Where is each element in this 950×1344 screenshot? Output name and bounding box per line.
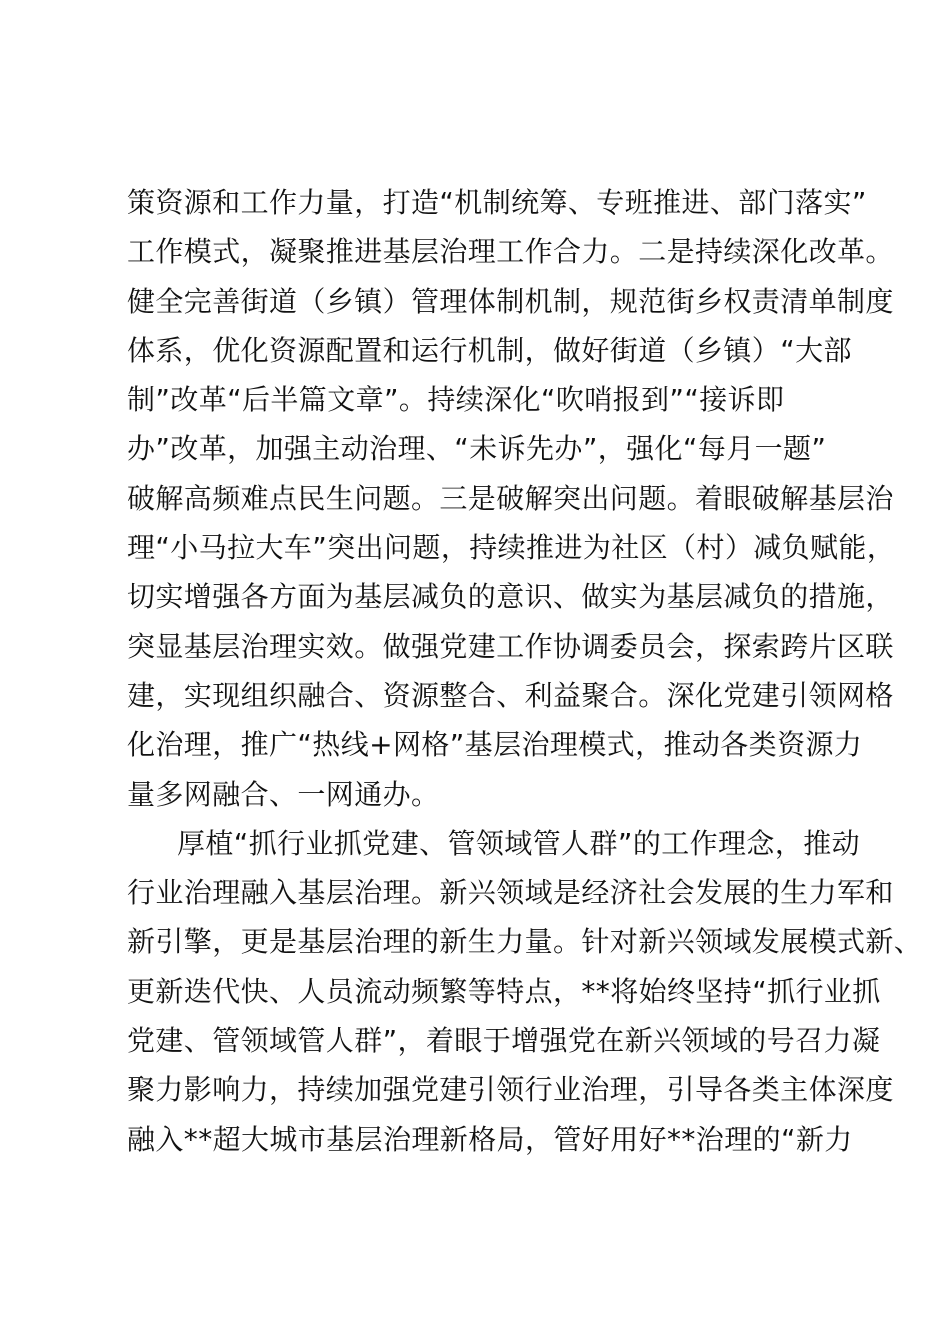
text-line: 体系，优化资源配置和运行机制，做好街道（乡镇）“大部 <box>127 333 852 367</box>
text-line: 办”改革，加强主动治理、“未诉先办”，强化“每月一题” <box>127 432 827 466</box>
text-line: 更新迭代快、人员流动频繁等特点，**将始终坚持“抓行业抓 <box>127 974 881 1008</box>
text-line: 量多网融合、一网通办。 <box>127 777 440 811</box>
text-line: 工作模式，凝聚推进基层治理工作合力。二是持续深化改革。 <box>127 235 894 269</box>
text-line: 突显基层治理实效。做强党建工作协调委员会，探索跨片区联 <box>127 629 894 663</box>
text-line: 聚力影响力，持续加强党建引领行业治理，引导各类主体深度 <box>127 1073 894 1107</box>
text-line: 党建、管领域管人群”，着眼于增强党在新兴领域的号召力凝 <box>127 1024 881 1058</box>
text-line: 行业治理融入基层治理。新兴领域是经济社会发展的生力军和 <box>127 876 894 910</box>
text-line: 理“小马拉大车”突出问题，持续推进为社区（村）减负赋能， <box>127 531 896 565</box>
text-line: 化治理，推广“热线+网格”基层治理模式，推动各类资源力 <box>127 728 863 762</box>
text-line: 新引擎，更是基层治理的新生力量。针对新兴领域发展模式新、 <box>127 925 923 959</box>
text-line: 融入**超大城市基层治理新格局，管好用好**治理的“新力 <box>127 1122 853 1156</box>
paragraph-start-line: 厚植“抓行业抓党建、管领域管人群”的工作理念，推动 <box>177 826 861 860</box>
text-line: 策资源和工作力量，打造“机制统筹、专班推进、部门落实” <box>127 186 867 219</box>
text-line: 制”改革“后半篇文章”。持续深化“吹哨报到”“接诉即 <box>127 383 785 417</box>
body-text <box>127 178 923 1164</box>
text-line: 建，实现组织融合、资源整合、利益聚合。深化党建引领网格 <box>127 678 894 712</box>
text-line: 破解高频难点民生问题。三是破解突出问题。着眼破解基层治 <box>127 481 894 515</box>
text-line: 健全完善街道（乡镇）管理体制机制，规范街乡权责清单制度 <box>127 284 894 318</box>
text-line: 切实增强各方面为基层减负的意识、做实为基层减负的措施， <box>127 580 894 614</box>
